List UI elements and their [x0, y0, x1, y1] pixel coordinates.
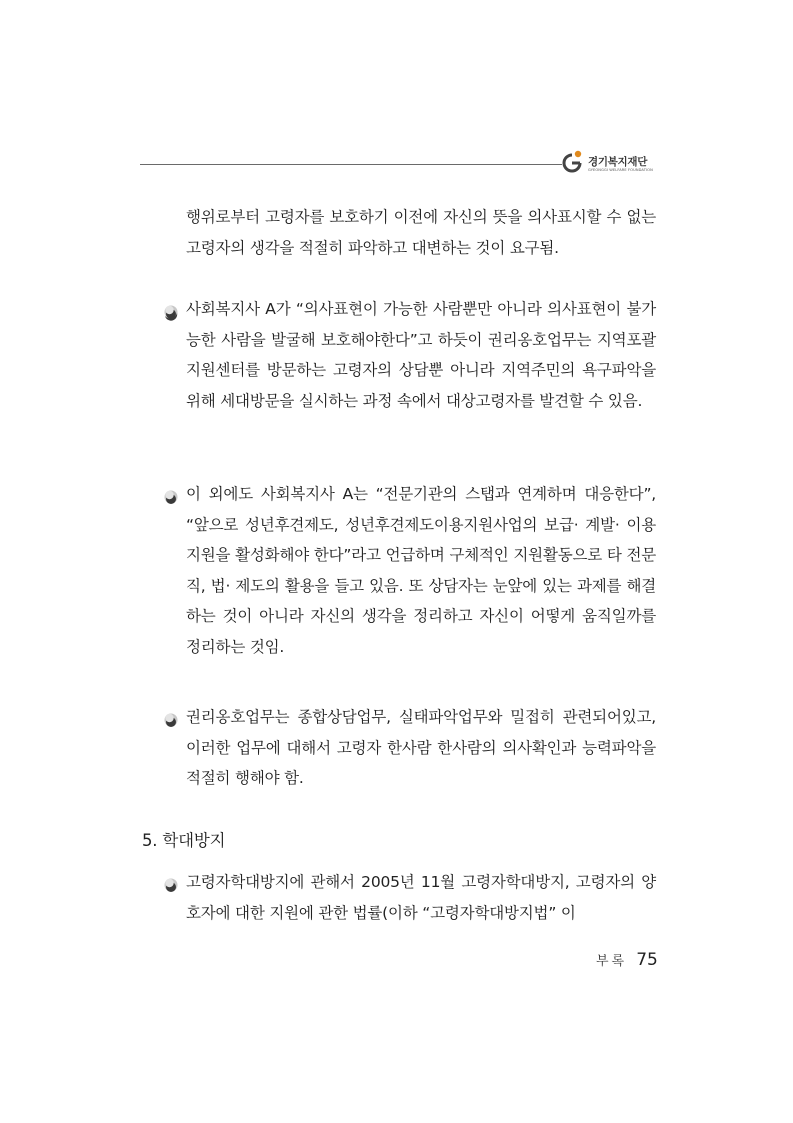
page-number: 75	[636, 950, 658, 970]
header-rule	[140, 164, 562, 165]
page-footer	[596, 950, 658, 970]
foundation-logo	[560, 148, 672, 176]
bullet-icon	[162, 711, 180, 729]
section-title: 5. 학대방지	[142, 831, 226, 850]
section-paragraph-1: 고령자학대방지에 관해서 2005년 11월 고령자학대방지, 고령자의 양호자에 대한 지원에 관한 법률(이하 “고령자학대방지법” 이	[186, 873, 656, 922]
paragraph-1: 행위로부터 고령자를 보호하기 이전에 자신의 뜻을 의사표시할 수 없는 고령자의 생각을 적절히 파악하고 대변하는 것이 요구됨.	[186, 208, 656, 257]
org-name: 경기복지재단	[588, 156, 648, 168]
org-name-en: GYEONGGI WELFARE FOUNDATION	[588, 168, 653, 172]
bullet-icon	[162, 488, 180, 506]
footer-label: 부록	[596, 954, 628, 969]
paragraph-2: 사회복지사 A가 “의사표현이 가능한 사람뿐만 아니라 의사표현이 불가능한 사람을 발굴해 보호해야한다”고 하듯이 권리옹호업무는 지역포괄지원센터를 방문하는 고령자의 상담뿐 아니라 지역주민의 욕구파악을 위해 세대방문을 실시하는 과정 속에서 대상고령자를 발견할 수 있음.	[186, 300, 656, 410]
foundation-logo-icon	[560, 148, 588, 176]
paragraph-4: 권리옹호업무는 종합상담업무, 실태파악업무와 밀접히 관련되어있고, 이러한 업무에 대해서 고령자 한사람 한사람의 의사확인과 능력파악을 적절히 행해야 함.	[186, 708, 656, 787]
bullet-icon	[162, 876, 180, 894]
paragraph-3: 이 외에도 사회복지사 A는 “전문기관의 스탭과 연계하며 대응한다”, “앞으로 성년후견제도, 성년후견제도이용지원사업의 보급· 계발· 이용지원을 활성화해야 한다”라고 언급하며 구체적인 지원활동으로 타 전문직, 법· 제도의 활용을 들고 있음. 또 상담자는 눈앞에 있는 과제를 해결하는 것이 아니라 자신의 생각을 정리하고 자신이 어떻게 움직일까를 정리하는 것임.	[186, 485, 656, 656]
bullet-icon	[162, 303, 180, 321]
